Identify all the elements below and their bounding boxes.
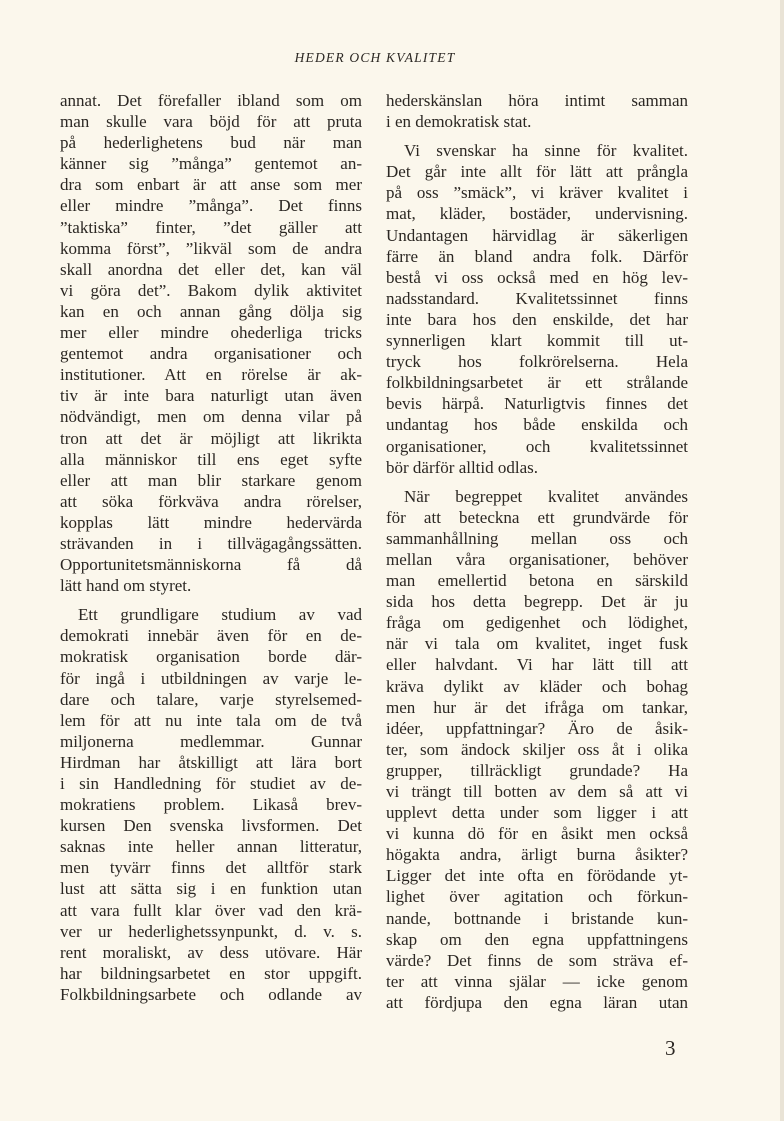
running-header: HEDER OCH KVALITET — [294, 50, 456, 65]
text-line: Opportunitetsmänniskorna få då — [60, 555, 362, 575]
text-line: vi trängt till botten av dem så att vi — [386, 782, 688, 801]
text-line: undantag hos både enskilda och — [386, 415, 688, 435]
text-line: dare och talare, varje styrelsemed- — [60, 689, 362, 709]
text-line: bevis härpå. Naturligtvis finnes det — [386, 394, 688, 414]
text-line: vi göra det”. Bakom dylik aktivitet — [60, 280, 362, 300]
page-number: 3 — [665, 1036, 676, 1060]
page-edge — [780, 0, 784, 1121]
text-line: mellan våra organisationer, behöver — [386, 549, 688, 569]
text-line: kräva dylikt av kläder och bohag — [386, 676, 688, 696]
text-line: lem för att nu inte tala om de två — [60, 710, 362, 730]
text-line: lighet över agitation och förkun- — [386, 887, 688, 907]
paragraph — [60, 604, 362, 1005]
text-line: i sin Handledning för studiet av de- — [60, 774, 362, 793]
text-line: kopplas lätt mindre hedervärda — [60, 512, 362, 532]
text-line: sammanhållning mellan oss och — [386, 528, 688, 548]
text-line: Ligger det inte ofta en förödande yt- — [386, 866, 688, 886]
text-line: eller att man blir starkare genom — [60, 470, 362, 490]
text-line: När begreppet kvalitet användes — [404, 486, 688, 506]
text-line: tryck hos folkrörelserna. Hela — [386, 352, 688, 372]
text-line: annat. Det förefaller ibland som om — [60, 91, 362, 110]
text-line: på oss ”smäck”, vi kräver kvalitet i — [386, 183, 688, 203]
text-line: när vi tala om kvalitet, inget fusk — [386, 634, 688, 654]
right-column — [386, 90, 688, 1021]
text-line: komma först”, ”likväl som de andra — [60, 238, 362, 258]
text-line: på hederlighetens bud när man — [60, 133, 362, 153]
text-line: nande, bottnande i bristande kun- — [386, 908, 688, 928]
text-line: ter att vinna själar — icke genom — [386, 971, 688, 991]
text-line: organisationer, och kvalitetssinnet — [386, 436, 688, 456]
text-line: idéer, uppfattningar? Äro de åsik- — [386, 718, 688, 738]
text-line: sida hos detta begrepp. Det är ju — [386, 592, 688, 612]
text-line: gentemot andra organisationer och — [60, 344, 362, 364]
text-line: högakta andra, ärligt burna åsikter? — [386, 845, 688, 865]
text-line: upplevt detta under som ligger i att — [386, 803, 688, 823]
text-line: Undantagen härvidlag är säkerligen — [386, 225, 688, 245]
text-line: inte bara hos den enskilde, det har — [386, 309, 688, 329]
text-line: men tyvärr finns det alltför stark — [60, 858, 362, 878]
text-line: fråga om gedigenhet och lödighet, — [386, 613, 688, 633]
text-line: man emellertid betona en särskild — [386, 571, 688, 591]
text-line: mokratisk organisation borde där- — [60, 647, 362, 667]
text-line: alla människor till ens eget syfte — [60, 449, 362, 469]
paragraph — [386, 90, 688, 132]
text-line: färre än bland andra folk. Därför — [386, 246, 688, 266]
text-line: Folkbildningsarbete och odlande av — [60, 984, 362, 1004]
text-line: miljonerna medlemmar. Gunnar — [60, 731, 362, 751]
text-line: institutioner. Att en rörelse är ak- — [60, 365, 362, 385]
text-line: eller mindre ”många”. Det finns — [60, 196, 362, 216]
text-line: bestå vi oss också med en hög lev- — [386, 267, 688, 287]
text-line: ver ur hederlighetssynpunkt, d. v. s. — [60, 921, 362, 941]
text-line: ”taktiska” finter, ”det gäller att — [60, 217, 362, 237]
text-line: hederskänslan höra intimt samman — [386, 91, 688, 110]
text-line: tiv är inte bara naturligt utan även — [60, 386, 362, 406]
text-line: har bildningsarbetet en stor uppgift. — [60, 963, 362, 983]
text-line: rent moraliskt, av dess utövare. Här — [60, 942, 362, 962]
text-line: eller halvdant. Vi har lätt till att — [386, 655, 688, 675]
text-line: bör därför alltid odlas. — [386, 457, 539, 477]
text-line: skall anordna det eller det, kan väl — [60, 259, 362, 279]
text-line: värde? Det finns de som sträva ef- — [386, 950, 688, 970]
text-line: nödvändigt, men om denna vilar på — [60, 407, 362, 427]
text-line: i en demokratisk stat. — [386, 112, 532, 132]
text-line: saknas inte heller annan litteratur, — [60, 837, 362, 857]
text-line: ter, som ändock skiljer oss åt i olika — [386, 739, 688, 759]
text-line: Ett grundligare studium av vad — [78, 605, 362, 625]
text-line: mat, kläder, bostäder, undervisning. — [386, 204, 688, 224]
paragraph — [386, 140, 688, 478]
text-line: mer eller mindre ohederliga tricks — [60, 323, 362, 343]
text-line: vi kunna dö för en åsikt men också — [386, 824, 688, 844]
text-line: nadsstandard. Kvalitetssinnet finns — [386, 288, 688, 308]
text-line: kan en och annan gång dölja sig — [60, 301, 362, 321]
text-line: för att beteckna ett grundvärde för — [386, 507, 688, 527]
paragraph — [386, 486, 688, 1013]
left-column — [60, 90, 362, 1013]
text-line: strävanden in i tillvägagångssätten. — [60, 533, 362, 553]
text-line: Vi svenskar ha sinne för kvalitet. — [404, 141, 688, 161]
text-line: folkbildningsarbetet är ett strålande — [386, 373, 688, 393]
paragraph — [60, 90, 362, 596]
text-line: tron att det är möjligt att likrikta — [60, 428, 362, 448]
text-line: att vara fullt klar över vad den krä- — [60, 900, 362, 920]
text-line: känner sig ”många” gentemot an- — [60, 154, 362, 174]
text-line: dra som enbart är att anse som mer — [60, 175, 362, 195]
text-line: för ingå i utbildningen av varje le- — [60, 668, 362, 688]
text-line: Det går inte allt för lätt att prångla — [386, 162, 688, 182]
text-line: lätt hand om styret. — [60, 576, 192, 596]
text-line: men hur är det ifråga om tankar, — [386, 697, 688, 717]
text-line: man skulle vara böjd för att pruta — [60, 112, 362, 132]
text-line: mokratiens problem. Likaså brev- — [60, 795, 362, 815]
text-line: lust att sätta sig i en funktion utan — [60, 879, 362, 899]
text-line: kursen Den svenska livsformen. Det — [60, 816, 362, 836]
text-line: att fördjupa den egna läran utan — [386, 992, 688, 1012]
text-line: Hirdman har åtskilligt att lära bort — [60, 752, 362, 772]
text-line: att söka förkväva andra rörelser, — [60, 491, 362, 511]
text-line: skap om den egna uppfattningens — [386, 929, 688, 949]
text-line: grupper, tillräckligt grundade? Ha — [386, 760, 688, 780]
text-line: demokrati innebär även för en de- — [60, 626, 362, 646]
text-line: synnerligen klart kommit till ut- — [386, 331, 688, 351]
